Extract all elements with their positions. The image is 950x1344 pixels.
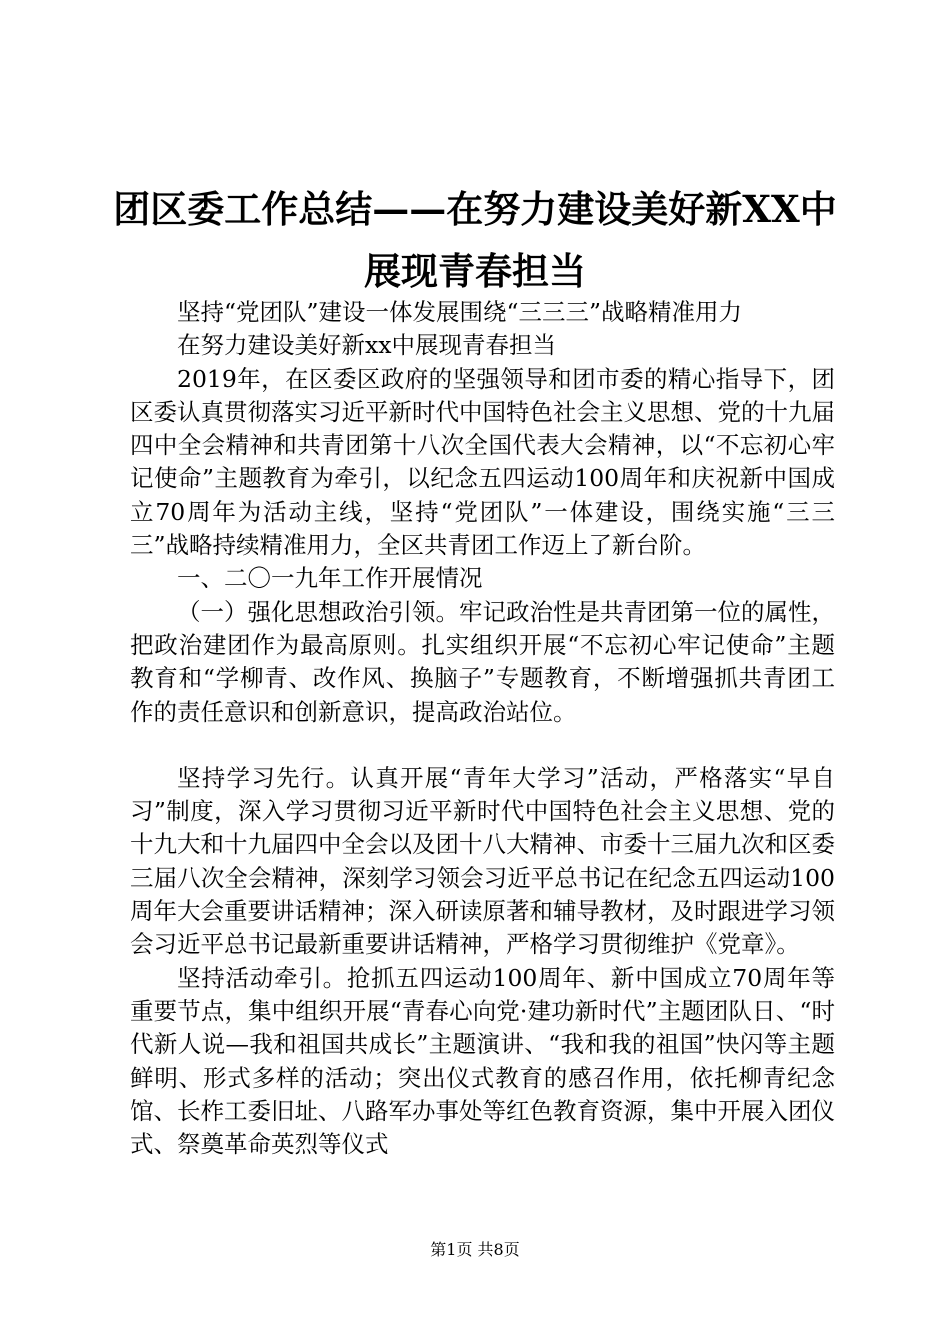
page-footer: 第1页 共8页 <box>430 1240 520 1259</box>
body-paragraph: （一）强化思想政治引领。牢记政治性是共青团第一位的属性，把政治建团作为最高原则。扎实组织开展“不忘初心牢记使命”主题教育和“学柳青、改作风、换脑子”专题教育，不断增强抓共青团工作的责任意识和创新意识，提高政治站位。 <box>130 597 835 726</box>
title-line-2: 展现青春担当 <box>364 249 586 293</box>
document-title <box>110 178 840 302</box>
section-heading: 一、二〇一九年工作开展情况 <box>177 564 483 593</box>
title-line-1: 团区委工作总结——在努力建设美好新XX中 <box>113 187 837 231</box>
subtitle-paragraph: 坚持“党团队”建设一体发展围绕“三三三”战略精准用力 <box>177 298 743 326</box>
document-body <box>130 296 835 1161</box>
body-paragraph: 坚持活动牵引。抢抓五四运动100周年、新中国成立70周年等重要节点，集中组织开展“青春心向党·建功新时代”主题团队日、“时代新人说—我和祖国共成长”主题演讲、“我和我的祖国”快闪等主题鲜明、形式多样的活动；突出仪式教育的感召作用，依托柳青纪念馆、长柞工委旧址、八路军办事处等红色教育资源，集中开展入团仪式、祭奠革命英烈等仪式 <box>130 963 835 1159</box>
body-paragraph: 坚持学习先行。认真开展“青年大学习”活动，严格落实“早自习”制度，深入学习贯彻习近平新时代中国特色社会主义思想、党的十九大和十九届四中全会以及团十八大精神、市委十三届九次和区委三届八次全会精神，深刻学习领会习近平总书记在纪念五四运动100周年大会重要讲话精神；深入研读原著和辅导教材，及时跟进学习领会习近平总书记最新重要讲话精神，严格学习贯彻维护《党章》。 <box>130 763 835 959</box>
subtitle-paragraph: 在努力建设美好新xx中展现青春担当 <box>177 331 557 360</box>
body-paragraph: 2019年，在区委区政府的坚强领导和团市委的精心指导下，团区委认真贯彻落实习近平新时代中国特色社会主义思想、党的十九届四中全会精神和共青团第十八次全国代表大会精神，以“不忘初心牢记使命”主题教育为牵引，以纪念五四运动100周年和庆祝新中国成立70周年为活动主线，坚持“党团队”一体建设，围绕实施“三三三”战略持续精准用力，全区共青团工作迈上了新台阶。 <box>130 364 835 560</box>
